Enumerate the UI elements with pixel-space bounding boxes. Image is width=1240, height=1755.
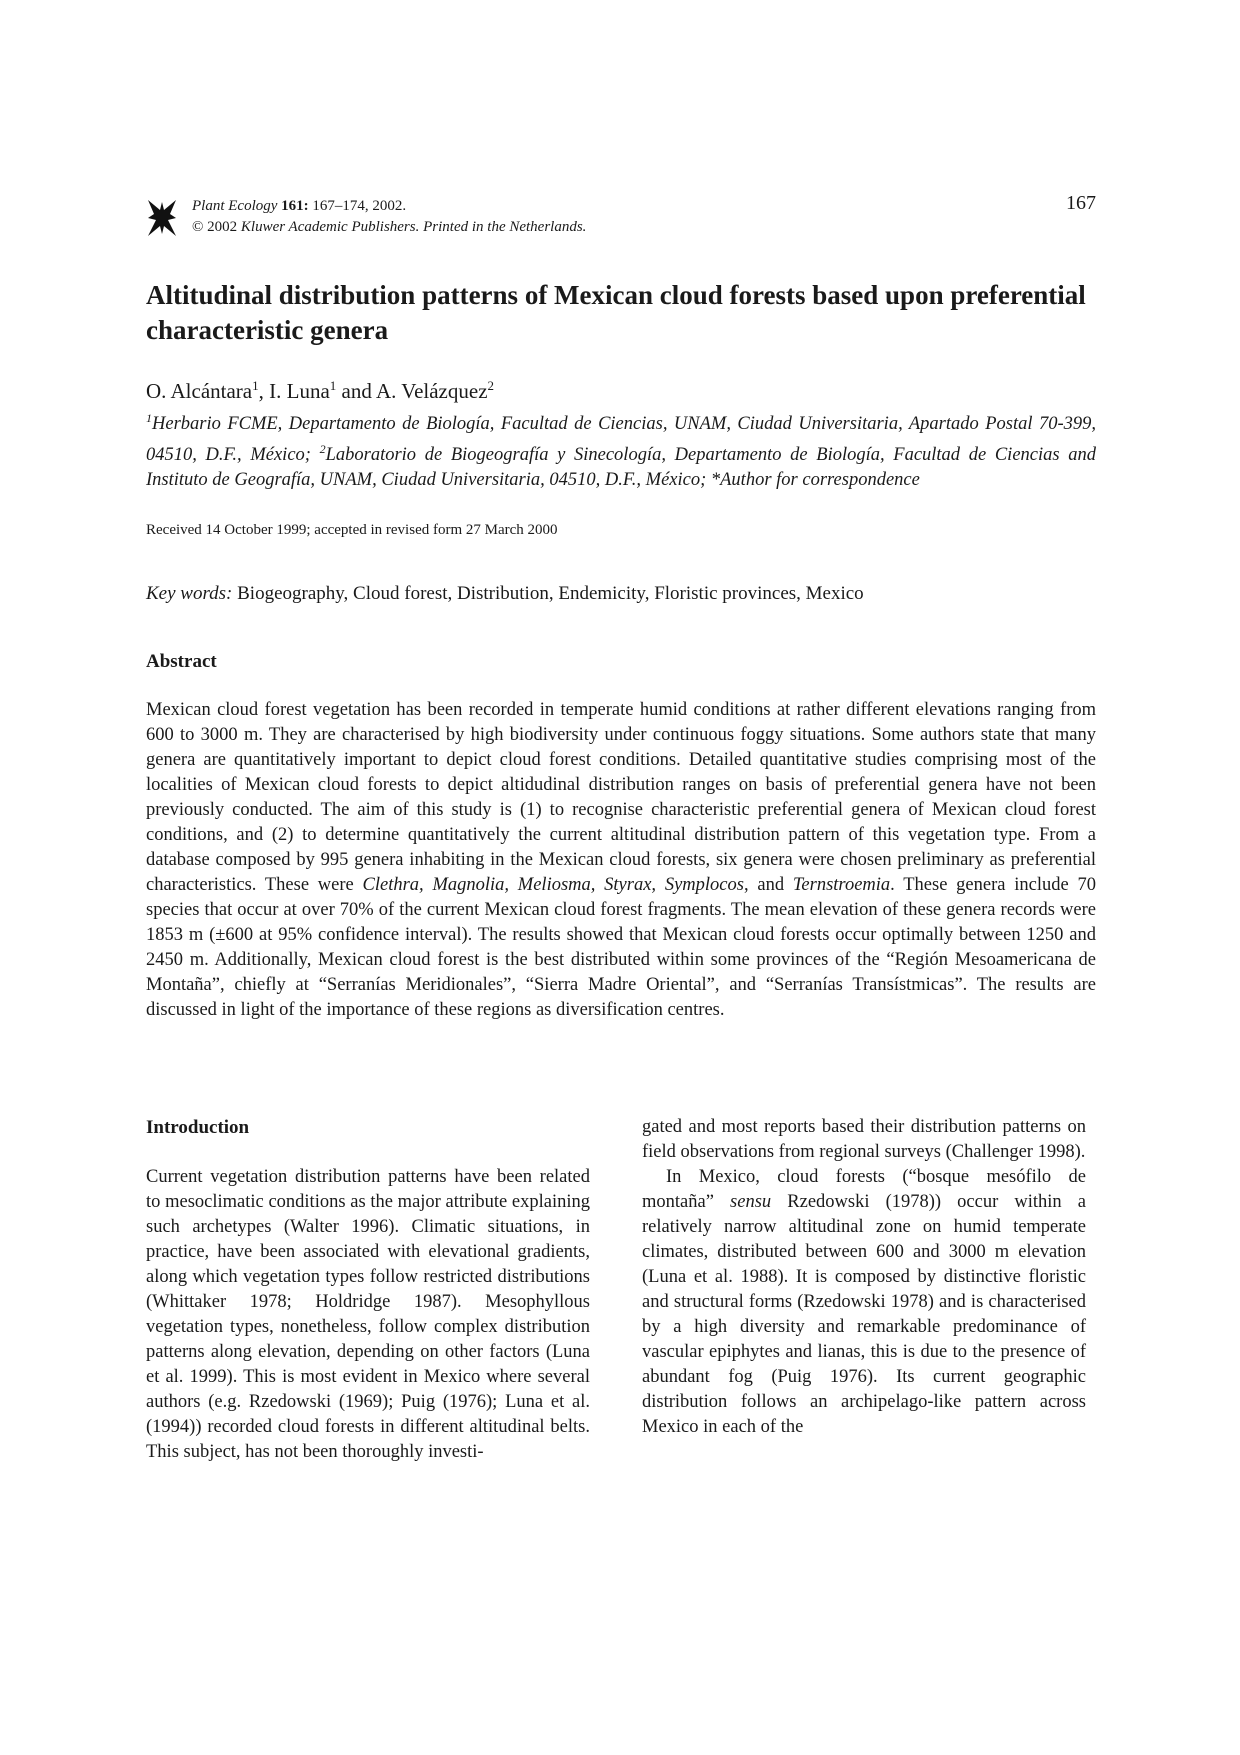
introduction-heading: Introduction — [146, 1117, 250, 1138]
author-separator: and — [336, 379, 376, 403]
copyright-line — [192, 217, 586, 238]
author-name: O. Alcántara — [146, 379, 253, 403]
right-column — [642, 1115, 1086, 1440]
body-text: In Mexico, cloud forests (“bosque mesófilo de montaña” — [642, 1167, 1086, 1212]
author-separator: , — [258, 379, 270, 403]
abstract-text: , and — [743, 875, 793, 895]
publisher-logo-icon — [146, 198, 178, 238]
body-text: Rzedowski (1978)) occur within a relatively narrow altitudinal zone on humid temperate climates, distributed between 600 and 3000 m elevation (Luna et al. 1988). It is composed by distinctive floristic and structural forms (Rzedowski 1978) and is characterised by a high diversity and remarkable predominance of vascular epiphytes and lianas, this is due to the presence of abundant fog (Puig 1976). Its current geographic distribution follows an archipelago-like pattern across Mexico in each of the — [642, 1192, 1086, 1437]
author-name: A. Velázquez — [375, 379, 488, 403]
author-affiliation-mark: 1 — [329, 378, 337, 393]
genera-list: Clethra, Magnolia, Meliosma, Styrax, Symplocos — [362, 875, 744, 895]
italic-term: sensu — [730, 1192, 772, 1212]
left-column — [146, 1115, 590, 1465]
affiliation-text: Herbario FCME, Departamento de Biología, Facultad de Ciencias, UNAM, Ciudad Universitaria, Apartado Postal 70-399, 04510, D.F., México; — [146, 414, 1096, 466]
journal-citation-line — [192, 196, 586, 217]
author-list — [146, 378, 494, 404]
journal-volume: 161: — [281, 198, 309, 214]
body-paragraph: gated and most reports based their distribution patterns on field observations from regional surveys (Challenger 1998). — [642, 1117, 1086, 1162]
affiliation-mark: 1 — [146, 411, 152, 425]
affiliations — [146, 406, 1096, 493]
journal-pages: 167–174, 2002. — [308, 198, 407, 214]
genus-name: Ternstroemia — [792, 875, 891, 895]
affiliation-text: Laboratorio de Biogeografía y Sinecología, Departamento de Biología, Facultad de Ciencias and Instituto de Geografía, UNAM, Ciudad Universitaria, 04510, D.F., México; *Author for correspondence — [146, 445, 1096, 491]
article-title: Altitudinal distribution patterns of Mexican cloud forests based upon preferential characteristic genera — [146, 280, 1086, 345]
received-dates: Received 14 October 1999; accepted in revised form 27 March 2000 — [146, 522, 558, 538]
copyright-text: © 2002 — [192, 219, 241, 235]
page-number: 167 — [1066, 192, 1096, 214]
affiliation-mark: 2 — [319, 442, 326, 457]
abstract-text: . These genera include 70 species that occur at over 70% of the current Mexican cloud forest fragments. The mean elevation of these genera records were 1853 m (±600 at 95% confidence interval). The results showed that Mexican cloud forests occur optimally between 1250 and 2450 m. Additionally, Mexican cloud forest is the best distributed within some provinces of the “Región Mesoamericana de Montaña”, chiefly at “Serranías Meridionales”, “Sierra Madre Oriental”, and “Serranías Transístmicas”. The results are discussed in light of the importance of these regions as diversification centres. — [146, 875, 1096, 1020]
abstract-heading: Abstract — [146, 651, 217, 672]
author-affiliation-mark: 2 — [487, 378, 495, 393]
body-paragraph: Current vegetation distribution patterns have been related to mesoclimatic conditions as the major attribute explaining such archetypes (Walter 1996). Climatic situations, in practice, have been associated with elevational gradients, along which vegetation types follow restricted distributions (Whittaker 1978; Holdridge 1987). Mesophyllous vegetation types, nonetheless, follow complex distribution patterns along elevation, depending on other factors (Luna et al. 1999). This is most evident in Mexico where several authors (e.g. Rzedowski (1969); Puig (1976); Luna et al. (1994)) recorded cloud forests in different altitudinal belts. This subject, has not been thoroughly investi- — [146, 1167, 590, 1462]
keywords-label: Key words: — [146, 583, 233, 604]
journal-citation — [192, 196, 586, 238]
author-affiliation-mark: 1 — [252, 378, 259, 393]
publisher-text: Kluwer Academic Publishers. Printed in the Netherlands. — [240, 219, 587, 235]
author-name: I. Luna — [269, 379, 330, 403]
abstract-body — [146, 698, 1096, 1023]
abstract-text: Mexican cloud forest vegetation has been recorded in temperate humid conditions at rather different elevations ranging from 600 to 3000 m. They are characterised by high biodiversity under continuous foggy situations. Some authors state that many genera are quantitatively important to depict cloud forest conditions. Detailed quantitative studies comprising most of the localities of Mexican cloud forests to depict altidudinal distribution ranges on basis of preferential genera have not been previously conducted. The aim of this study is (1) to recognise characteristic preferential genera of Mexican cloud forest conditions, and (2) to determine quantitatively the current altitudinal distribution pattern of this vegetation type. From a database composed by 995 genera inhabiting in the Mexican cloud forests, six genera were chosen preliminary as preferential characteristics. These were — [146, 700, 1096, 895]
journal-masthead — [146, 192, 1096, 242]
journal-name: Plant Ecology — [192, 198, 278, 214]
keywords-text: Biogeography, Cloud forest, Distribution, Endemicity, Floristic provinces, Mexico — [232, 583, 864, 604]
body-paragraph — [642, 1165, 1086, 1440]
keywords — [146, 583, 1096, 605]
